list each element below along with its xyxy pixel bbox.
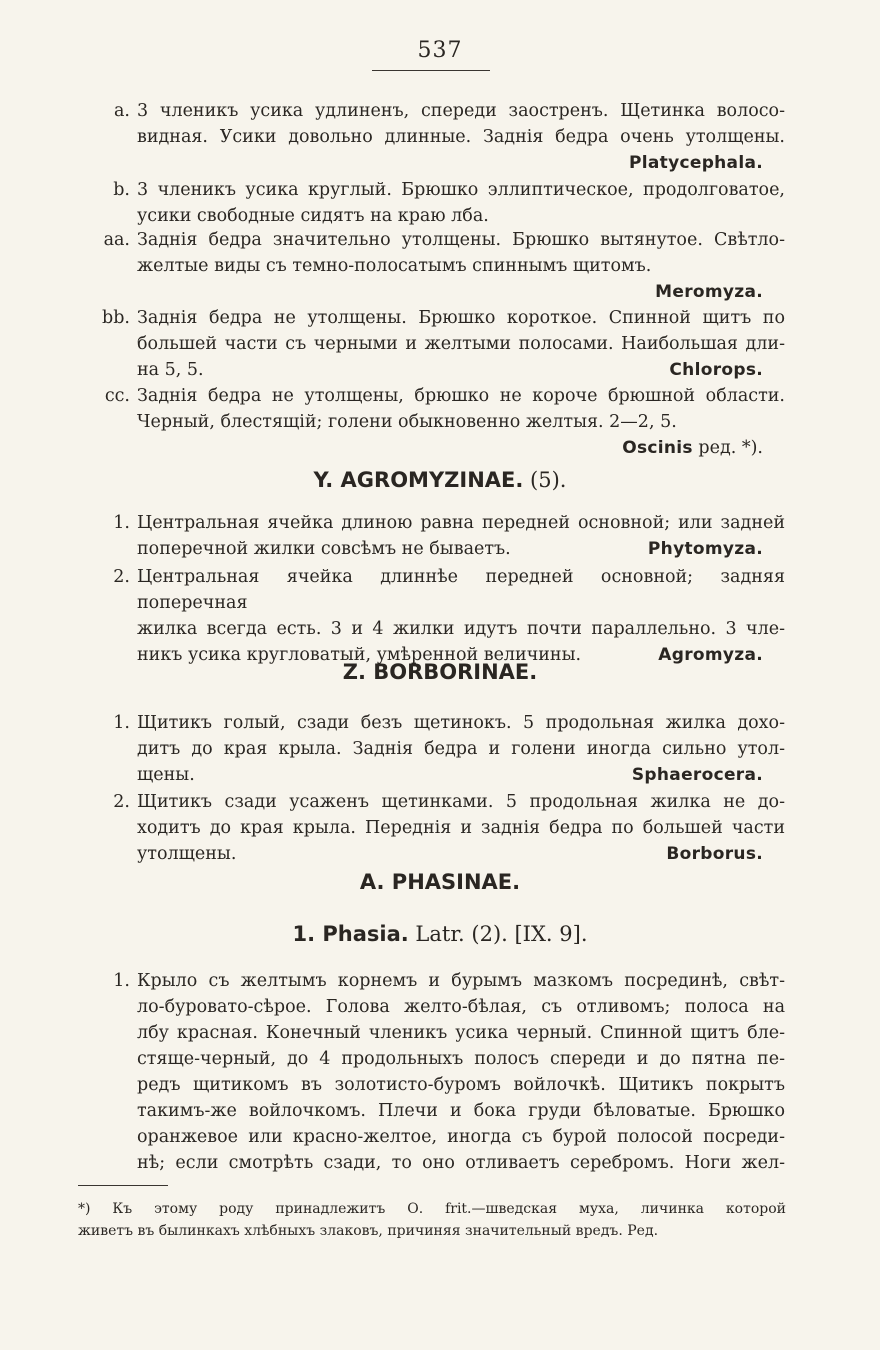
- genus-name: Sphaerocera.: [631, 765, 763, 785]
- entry-marker: 1.: [113, 713, 130, 733]
- entry-marker: aa.: [103, 230, 130, 250]
- section-title: Y. AGROMYZINAE.: [313, 468, 524, 492]
- entry-line: Центральная ячейка длиннѣе передней основной; задняя поперечная: [137, 567, 785, 613]
- genus-name: Phytomyza.: [647, 539, 763, 559]
- genus-note: ред. *).: [692, 438, 763, 458]
- entry-line: 3 членикъ усика круглый. Брюшко эллиптическое, продолговатое,: [137, 180, 785, 200]
- entry-line: Щитикъ голый, сзади безъ щетинокъ. 5 продольная жилка дохо-: [137, 713, 785, 733]
- entry-line: лбу красная. Конечный членикъ усика черный. Спинной щитъ бле-: [137, 1023, 785, 1043]
- genus-name: Meromyza.: [655, 282, 763, 302]
- entry-line: Щитикъ сзади усаженъ щетинками. 5 продольная жилка не до-: [137, 792, 785, 812]
- entry-line: Заднія бедра не утолщены, брюшко не короче брюшной области.: [137, 386, 785, 406]
- entry-marker: bb.: [102, 308, 130, 328]
- entry-line: утолщены.: [137, 844, 237, 864]
- entry-marker: 1.: [113, 513, 130, 533]
- entry-line: ло-буровато-сѣрое. Голова желто-бѣлая, съ отливомъ; полоса на: [137, 997, 785, 1017]
- section-title: Z. BORBORINAE.: [342, 660, 538, 684]
- genus-name: Platycephala.: [629, 153, 763, 173]
- genus-authority: Latr. (2). [IX. 9].: [408, 922, 588, 946]
- entry-line: щены.: [137, 765, 195, 785]
- genus-name: Oscinis: [622, 438, 693, 458]
- entry-marker: 2.: [113, 567, 130, 587]
- entry-line: никъ усика кругловатый, умѣренной величины.: [137, 645, 582, 665]
- entry-line: видная. Усики довольно длинные. Заднія бедра очень утолщены.: [137, 127, 785, 147]
- entry-line: Крыло съ желтымъ корнемъ и бурымъ мазкомъ посрединѣ, свѣт-: [137, 971, 785, 991]
- section-heading-borborinae: [0, 660, 880, 684]
- genus-heading-phasia: [0, 922, 880, 946]
- genus-name: Agromyza.: [658, 645, 763, 665]
- entry-line: желтые виды съ темно-полосатымъ спиннымъ щитомъ.: [137, 256, 652, 276]
- entry-line: поперечной жилки совсѣмъ не бываетъ.: [137, 539, 511, 559]
- entry-line: жилка всегда есть. 3 и 4 жилки идутъ почти параллельно. 3 чле-: [137, 619, 785, 639]
- entry-line: оранжевое или красно-желтое, иногда съ бурой полосой посреди-: [137, 1127, 785, 1147]
- entry-line: Заднія бедра не утолщены. Брюшко короткое. Спинной щитъ по: [137, 308, 785, 328]
- genus-title: 1. Phasia.: [292, 922, 409, 946]
- section-count: (5).: [523, 468, 567, 492]
- section-title: A. PHASINAE.: [359, 870, 521, 894]
- section-heading-agromyzinae: [0, 468, 880, 492]
- header-rule: [372, 70, 490, 71]
- footnote-line: *) Къ этому роду принадлежитъ О. frit.—шведская муха, личинка которой: [78, 1201, 786, 1217]
- entry-marker: 2.: [113, 792, 130, 812]
- entry-marker: cc.: [104, 386, 130, 406]
- footnote-rule: [78, 1185, 168, 1186]
- footnote-line: живетъ въ былинкахъ хлѣбныхъ злаковъ, причиняя значительный вредъ. Ред.: [78, 1223, 659, 1239]
- entry-line: 3 членикъ усика удлиненъ, спереди заостренъ. Щетинка волосо-: [137, 101, 785, 121]
- entry-marker: 1.: [113, 971, 130, 991]
- entry-line: Черный, блестящій; голени обыкновенно желтыя. 2—2, 5.: [137, 412, 677, 432]
- entry-line: большей части съ черными и желтыми полосами. Наибольшая дли-: [137, 334, 785, 354]
- entry-line: усики свободные сидятъ на краю лба.: [137, 206, 489, 226]
- entry-line: редъ щитикомъ въ золотисто-буромъ войлочкѣ. Щитикъ покрытъ: [137, 1075, 785, 1095]
- entry-line: на 5, 5.: [137, 360, 204, 380]
- genus-name: Borborus.: [666, 844, 763, 864]
- entry-line: такимъ-же войлочкомъ. Плечи и бока груди бѣловатые. Брюшко: [137, 1101, 785, 1121]
- entry-marker: b.: [113, 180, 130, 200]
- entry-line: стяще-черный, до 4 продольныхъ полосъ спереди и до пятна пе-: [137, 1049, 785, 1069]
- entry-line: Заднія бедра значительно утолщены. Брюшко вытянутое. Свѣтло-: [137, 230, 785, 250]
- entry-line: ходитъ до края крыла. Переднія и заднія бедра по большей части: [137, 818, 785, 838]
- footnote: [78, 1198, 786, 1242]
- genus-name: Chlorops.: [669, 360, 763, 380]
- entry-line: Центральная ячейка длиною равна передней основной; или задней: [137, 513, 785, 533]
- entry-line: нѣ; если смотрѣть сзади, то оно отливаетъ серебромъ. Ноги жел-: [137, 1153, 785, 1173]
- entry-line: дитъ до края крыла. Заднія бедра и голени иногда сильно утол-: [137, 739, 785, 759]
- section-heading-phasinae: [0, 870, 880, 894]
- entry-marker: a.: [114, 101, 130, 121]
- page-number: 537: [417, 38, 463, 63]
